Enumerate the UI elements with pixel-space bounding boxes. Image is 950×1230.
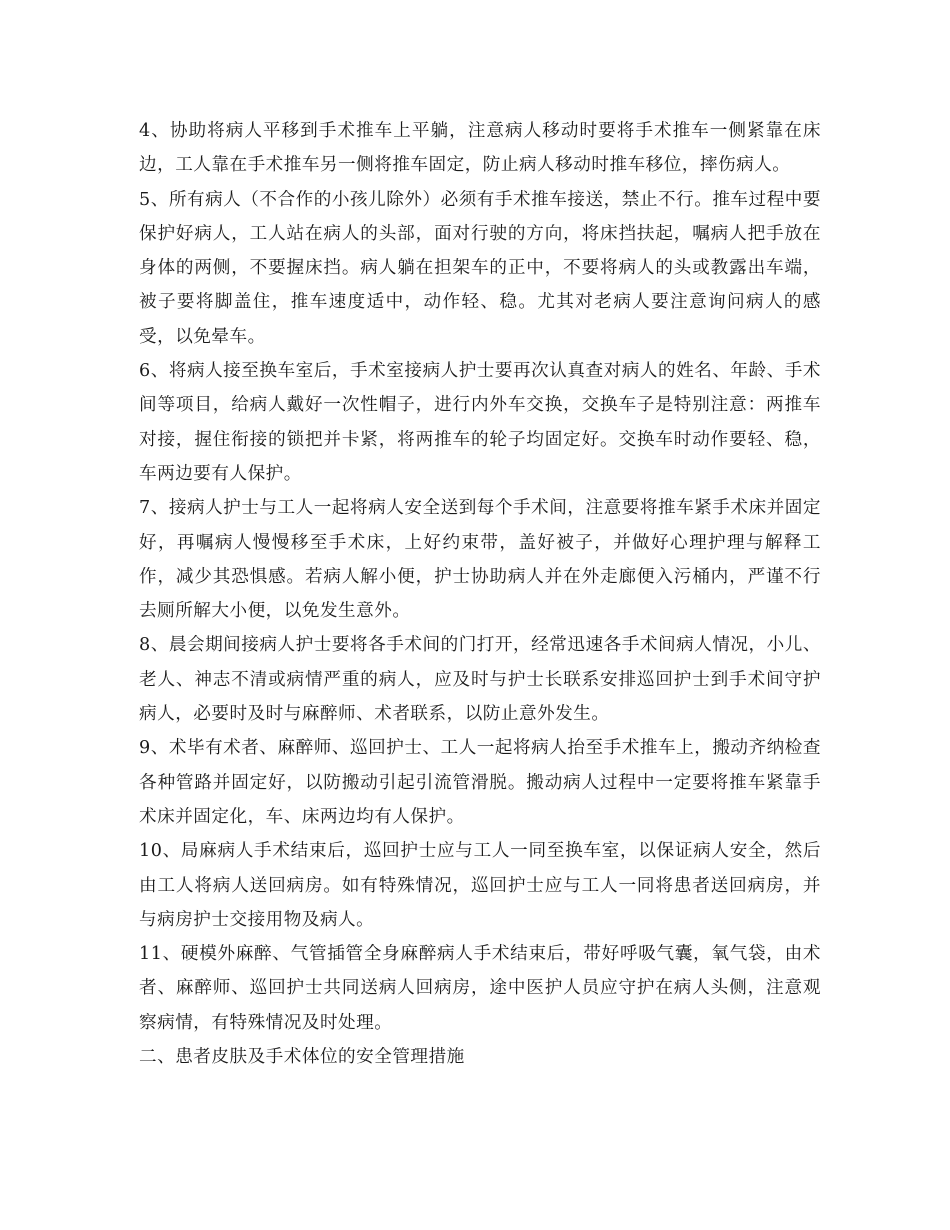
document-page <box>139 114 821 1074</box>
paragraph-item-5: 5、所有病人（不合作的小孩儿除外）必须有手术推车接送，禁止不行。推车过程中要保护好病人，工人站在病人的头部，面对行驶的方向，将床挡扶起，嘱病人把手放在身体的两侧，不要握床挡。病人躺在担架车的正中，不要将病人的头或教露出车端，被子要将脚盖住，推车速度适中，动作轻、稳。尤其对老病人要注意询问病人的感受，以免晕车。 <box>139 189 821 347</box>
paragraph-item-6: 6、将病人接至换车室后，手术室接病人护士要再次认真查对病人的姓名、年龄、手术间等项目，给病人戴好一次性帽子，进行内外车交换，交换车子是特别注意：两推车对接，握住衔接的锁把并卡紧，将两推车的轮子均固定好。交换车时动作要轻、稳，车两边要有人保护。 <box>139 361 821 484</box>
paragraph-item-11: 11、硬模外麻醉、气管插管全身麻醉病人手术结束后，带好呼吸气囊，氧气袋，由术者、麻醉师、巡回护士共同送病人回病房，途中医护人员应守护在病人头侧，注意观察病情，有特殊情况及时处理。 <box>139 944 821 1033</box>
section-heading: 二、患者皮肤及手术体位的安全管理措施 <box>139 1047 465 1068</box>
paragraph-item-4: 4、协助将病人平移到手术推车上平躺，注意病人移动时要将手术推车一侧紧靠在床边，工人靠在手术推车另一侧将推车固定，防止病人移动时推车移位，摔伤病人。 <box>139 121 821 176</box>
paragraph-item-7: 7、接病人护士与工人一起将病人安全送到每个手术间，注意要将推车紧手术床并固定好，再嘱病人慢慢移至手术床，上好约束带，盖好被子，并做好心理护理与解释工作，减少其恐惧感。若病人解小便，护士协助病人并在外走廊便入污桶内，严谨不行去厕所解大小便，以免发生意外。 <box>139 498 821 622</box>
paragraph-item-9: 9、术毕有术者、麻醉师、巡回护士、工人一起将病人抬至手术推车上，搬动齐纳检查各种管路并固定好，以防搬动引起引流管滑脱。搬动病人过程中一定要将推车紧靠手术床并固定化，车、床两边均有人保护。 <box>139 738 821 827</box>
paragraph-item-8: 8、晨会期间接病人护士要将各手术间的门打开，经常迅速各手术间病人情况，小儿、老人、神志不清或病情严重的病人，应及时与护士长联系安排巡回护士到手术间守护病人，必要时及时与麻醉师、术者联系，以防止意外发生。 <box>139 635 821 725</box>
paragraph-item-10: 10、局麻病人手术结束后，巡回护士应与工人一同至换车室，以保证病人安全，然后由工人将病人送回病房。如有特殊情况，巡回护士应与工人一同将患者送回病房，并与病房护士交接用物及病人。 <box>139 841 821 930</box>
